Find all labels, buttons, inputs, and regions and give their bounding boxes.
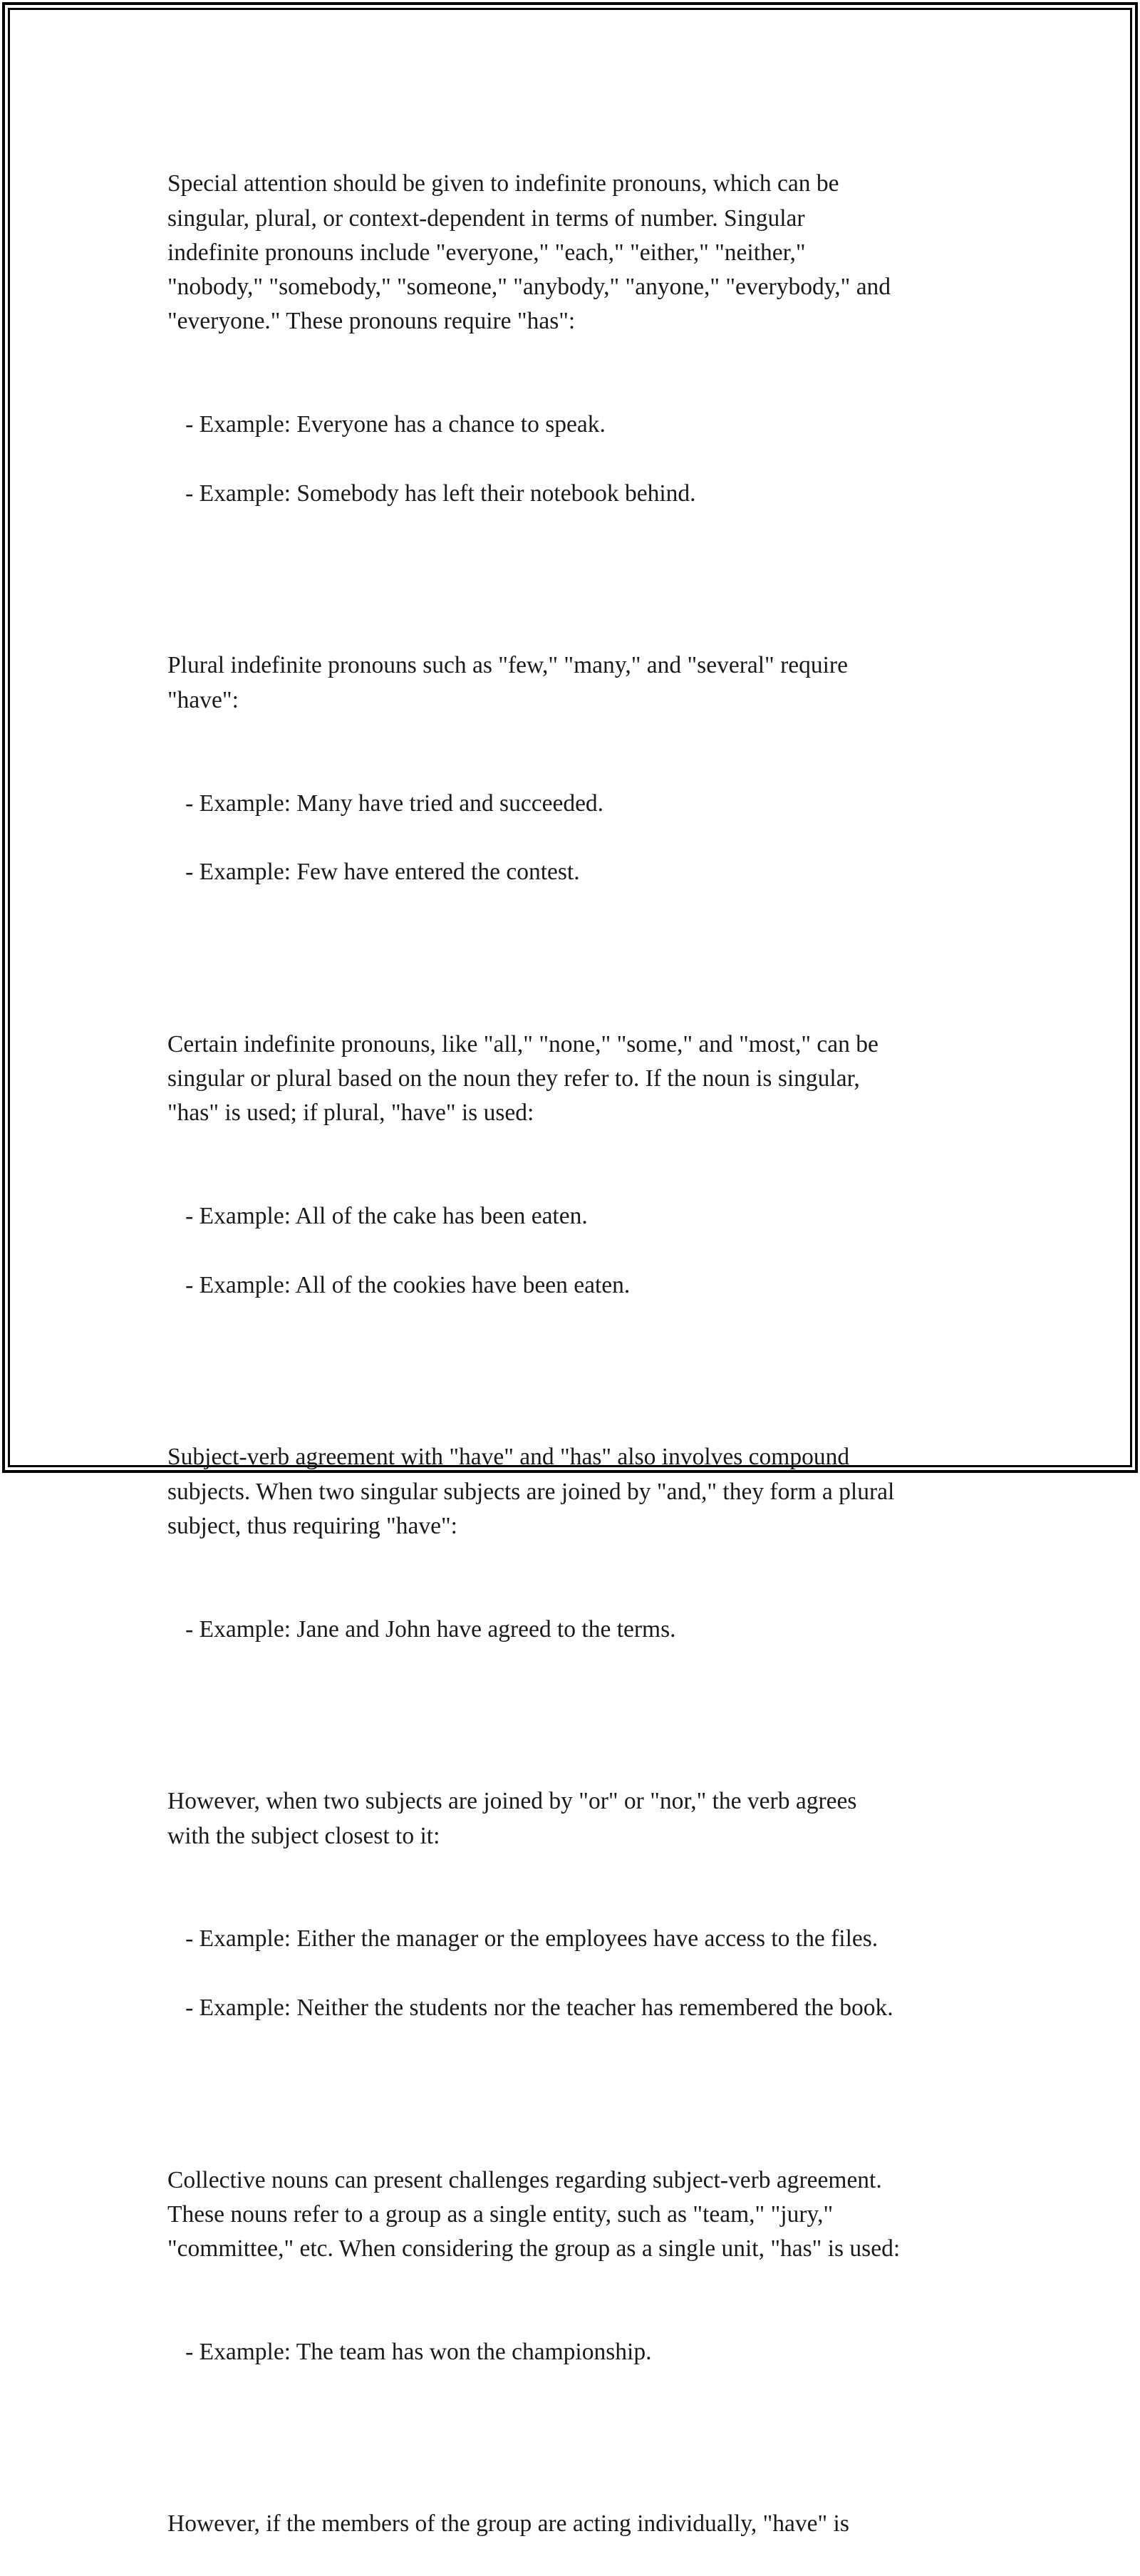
paragraph-indefinite-context — [167, 993, 980, 1371]
paragraph-text: Plural indefinite pronouns such as "few," "many," and "several" require "have": — [167, 652, 848, 713]
paragraph-compound-or-nor — [167, 1750, 980, 2094]
example-list — [167, 1888, 980, 2059]
example-line: - Example: Either the manager or the employees have access to the files. — [167, 1925, 879, 1952]
example-line: - Example: The team has won the championship. — [167, 2339, 652, 2365]
example-list — [167, 752, 980, 924]
paragraph-text: Subject-verb agreement with "have" and "has" also involves compound subjects. When two singular subjects are joined by "and," they form a plural subject, thus requiring "have": — [167, 1444, 895, 1539]
example-line: - Example: Somebody has left their notebook behind. — [167, 480, 696, 507]
example-line: - Example: Everyone has a chance to speak. — [167, 411, 606, 438]
example-line: - Example: Neither the students nor the teacher has remembered the book. — [167, 1995, 893, 2022]
document-body — [167, 133, 980, 2576]
paragraph-text: However, when two subjects are joined by "or" or "nor," the verb agrees with the subject closest to it: — [167, 1788, 857, 1849]
example-line: - Example: All of the cookies have been eaten. — [167, 1271, 631, 1298]
paragraph-indefinite-singular — [167, 133, 980, 580]
example-list — [167, 1165, 980, 1337]
example-line: - Example: Jane and John have agreed to the terms. — [167, 1615, 676, 1643]
example-list — [167, 2301, 980, 2404]
example-list — [167, 373, 980, 545]
paragraph-text: Special attention should be given to indefinite pronouns, which can be singular, plural, or context-dependent in terms of number. Singular indefinite pronouns include "everyone," "each," "either," "neither," "nobody," "somebody," "someone," "anybody," "anyone," "everybody," and "everyone." These pronouns require "has": — [167, 170, 891, 335]
paragraph-compound-and — [167, 1406, 980, 1716]
paragraph-indefinite-plural — [167, 614, 980, 958]
paragraph-collective-nouns — [167, 2128, 980, 2438]
paragraph-text: Collective nouns can present challenges regarding subject-verb agreement. These nouns refer to a group as a single entity, such as "team," "jury," "committee," etc. When considering the group as a single unit, "has" is used: — [167, 2166, 901, 2262]
example-line: - Example: All of the cake has been eaten. — [167, 1203, 588, 1230]
example-line: - Example: Many have tried and succeeded. — [167, 790, 604, 817]
paragraph-text: However, if the members of the group are acting individually, "have" is — [167, 2510, 849, 2538]
paragraph-text: Certain indefinite pronouns, like "all," "none," "some," and "most," can be singular or plural based on the noun they refer to. If the noun is singular, "has" is used; if plural, "have" is used: — [167, 1030, 879, 1127]
example-line: - Example: Few have entered the contest. — [167, 859, 580, 886]
example-list — [167, 1578, 980, 1681]
paragraph-collective-individual — [167, 2473, 980, 2576]
